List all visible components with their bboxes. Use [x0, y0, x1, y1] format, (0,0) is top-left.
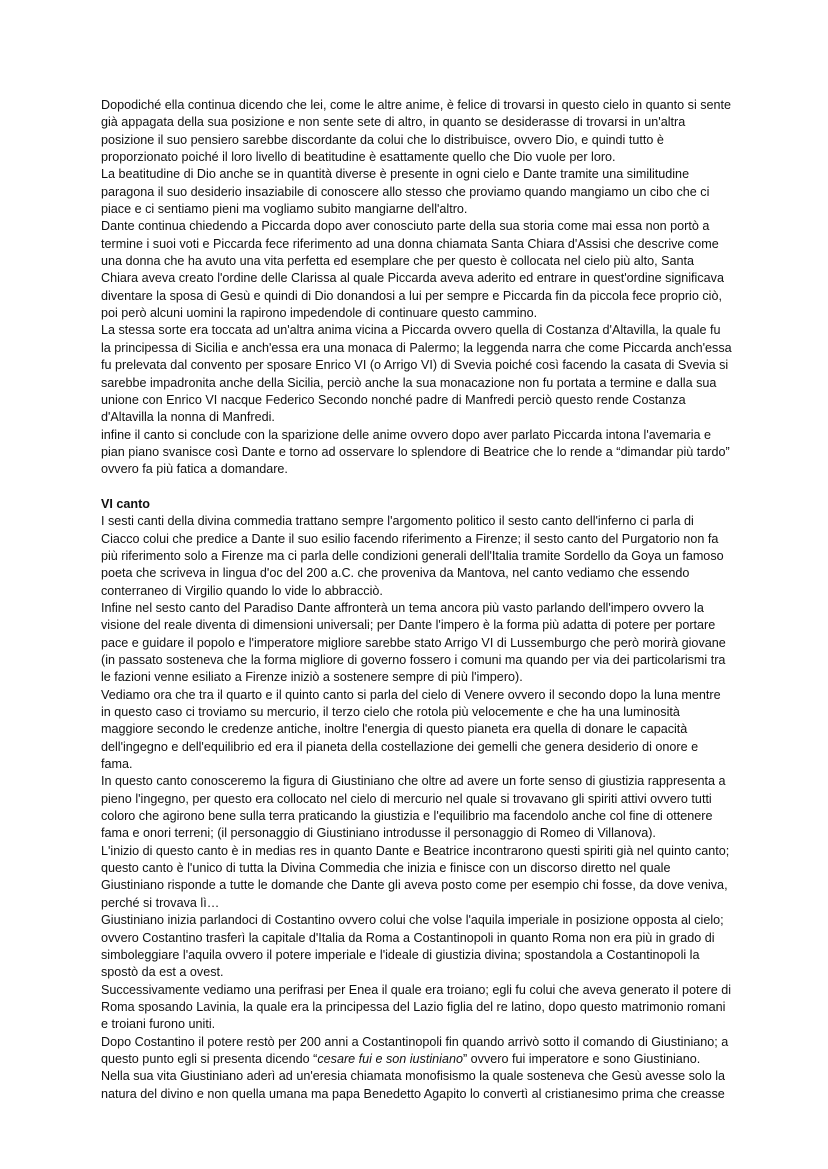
- text-line: coloro che agirono bene sulla terra praticando la giustizia e l'equilibrio ma facendolo anche col fine di ottenere: [101, 809, 713, 824]
- text-line: Dante continua chiedendo a Piccarda dopo aver conosciuto parte della sua storia come mai essa non portò a: [101, 219, 710, 234]
- document-body: [101, 97, 731, 1103]
- paragraph-gap: [101, 479, 731, 496]
- text-line: unione con Enrico VI nacque Federico Secondo nonché padre di Manfredi perciò questo rende Costanza: [101, 392, 686, 407]
- text-line: e troiani furono uniti.: [101, 1017, 216, 1032]
- text-line: Infine nel sesto canto del Paradiso Dante affronterà un tema ancora più vasto parlando dell'impero ovvero la: [101, 600, 704, 615]
- text-line: In questo canto conosceremo la figura di Giustiniano che oltre ad avere un forte senso di giustizia rappresenta a: [101, 774, 726, 789]
- text-line: la principessa di Sicilia e anch'essa era una monaca di Palermo; la leggenda narra che come Piccarda anch'essa: [101, 340, 732, 355]
- text-line: ovvero Costantino trasferì la capitale d'Italia da Roma a Costantinopoli in quanto Roma non era più in grado di: [101, 930, 715, 945]
- text-line: ovvero fa più fatica a domandare.: [101, 462, 288, 477]
- text-line: una donna che ha avuto una vita perfetta ed esemplare che per questo è collocata nel cielo più alto, Santa: [101, 254, 695, 269]
- text-line: poeta che scriveva in lingua d'oc del 200 a.C. che proveniva da Mantova, nel canto vediamo che essendo: [101, 566, 690, 581]
- quote-line-before: questo punto egli si presenta dicendo “: [101, 1051, 318, 1066]
- text-line: La beatitudine di Dio anche se in quantità diverse è presente in ogni cielo e Dante tramite una similitudine: [101, 167, 690, 182]
- text-line: fama e onori terreni; (il personaggio di Giustiniano introdusse il personaggio di Romeo di Villanova).: [101, 826, 656, 841]
- quote-line-after: ” ovvero fui imperatore e sono Giustiniano.: [462, 1051, 701, 1066]
- intro-section: [101, 97, 731, 479]
- text-line: Successivamente vediamo una perifrasi per Enea il quale era troiano; egli fu colui che aveva generato il potere di: [101, 982, 732, 997]
- text-line: conterraneo di Virgilio quando lo vide lo abbracciò.: [101, 583, 383, 598]
- text-line: già appagata della sua posizione e non sente sete di altro, in quanto se desiderasse di trovarsi in un'altra: [101, 115, 686, 130]
- text-line: in questo caso ci troviamo su mercurio, il terzo cielo che rotola più velocemente e che ha una luminosità: [101, 705, 680, 720]
- text-line: diventare la sposa di Gesù e quindi di Dio donandosi a lui per sempre e Piccarda fin da piccola fece proprio ciò,: [101, 288, 722, 303]
- text-line: Giustiniano risponde a tutte le domande che Dante gli aveva posto come per esempio chi fosse, da dove veniva,: [101, 878, 728, 893]
- text-line: Nella sua vita Giustiniano aderì ad un'eresia chiamata monofisismo la quale sosteneva che Gesù avesse solo la: [101, 1069, 726, 1084]
- text-line: pieno l'ingegno, per questo era collocato nel cielo di mercurio nel quale si trovavano gli spiriti attivi ovvero tutti: [101, 791, 712, 806]
- text-line: poi però alcuni uomini la rapirono impedendole di continuare questo cammino.: [101, 306, 538, 321]
- text-line: Giustiniano inizia parlandoci di Costantino ovvero colui che volse l'aquila imperiale in posizione opposta al cielo;: [101, 913, 724, 928]
- quote-line: [101, 1051, 731, 1068]
- text-line: spostò da est a ovest.: [101, 965, 224, 980]
- text-line: Roma sposando Lavinia, la quale era la principessa del Lazio figlia del re latino, dopo questo matrimonio romani: [101, 999, 726, 1014]
- text-line: le fazioni venne esiliato a Firenze iniziò a sostenere sempre di più l'impero).: [101, 670, 523, 685]
- text-line: posizione il suo pensiero sarebbe discordante da colui che lo distribuisce, ovvero Dio, e quindi tutto è: [101, 132, 664, 147]
- text-line: simboleggiare l'aquila ovvero il potere imperiale e l'ideale di giustizia divina; spostandola a Costantinopoli la: [101, 947, 700, 962]
- latin-quote: cesare fui e son iustiniano: [317, 1051, 463, 1066]
- text-line: proporzionato poiché il loro livello di beatitudine è esattamente quello che Dio vuole per loro.: [101, 150, 616, 165]
- text-line: d'Altavilla la nonna di Manfredi.: [101, 410, 275, 425]
- canto-vi-continuation: [101, 1068, 731, 1103]
- text-line: termine i suoi voti e Piccarda fece riferimento ad una donna chiamata Santa Chiara d'Assisi che descrive come: [101, 236, 719, 251]
- text-line: maggiore secondo le credenze antiche, inoltre l'energia di questo pianeta era quella di donare le capacità: [101, 722, 688, 737]
- text-line: dell'ingegno e dell'equilibrio ed era il pianeta della costellazione dei gemelli che genera desiderio di onore e: [101, 739, 699, 754]
- text-line: paragona il suo desiderio insaziabile di conoscere allo stesso che proviamo quando mangiamo un cibo che ci: [101, 184, 710, 199]
- text-line: Dopo Costantino il potere restò per 200 anni a Costantinopoli fin quando arrivò sotto il comando di Giustiniano; a: [101, 1034, 729, 1049]
- text-line: pace e guidare il popolo e l'imperatore migliore sarebbe stato Arrigo VI di Lussemburgo che però morirà giovane: [101, 635, 726, 650]
- text-line: Vediamo ora che tra il quarto e il quinto canto si parla del cielo di Venere ovvero il secondo dopo la luna mentre: [101, 687, 721, 702]
- text-line: più riferimento solo a Firenze ma ci parla delle condizioni generali dell'Italia tramite Sordello da Goya un famoso: [101, 548, 724, 563]
- text-line: fama.: [101, 757, 133, 772]
- text-line: I sesti canti della divina commedia trattano sempre l'argomento politico il sesto canto dell'inferno ci parla di: [101, 514, 694, 529]
- text-line: natura del divino e non quella umana ma papa Benedetto Agapito lo convertì al cristianesimo prima che creasse: [101, 1086, 725, 1101]
- text-line: Chiara aveva creato l'ordine delle Clarissa al quale Piccarda aveva aderito ed entrare in quest'ordine significava: [101, 271, 724, 286]
- text-line: perché si trovava lì…: [101, 895, 220, 910]
- text-line: visione del reale diventa di dimensioni universali; per Dante l'impero è la forma più adatta di potere per portare: [101, 618, 716, 633]
- text-line: infine il canto si conclude con la sparizione delle anime ovvero dopo aver parlato Piccarda intona l'avemaria e: [101, 427, 712, 442]
- text-line: Dopodiché ella continua dicendo che lei, come le altre anime, è felice di trovarsi in questo cielo in quanto si sente: [101, 98, 732, 112]
- section-heading: VI canto: [101, 496, 150, 511]
- text-line: piace e ci sentiamo pieni ma vogliamo subito mangiarne dell'altro.: [101, 202, 468, 217]
- text-line: fu prelevata dal convento per sposare Enrico VI (o Arrigo VI) di Svevia poiché così facendo la casata di Svevia si: [101, 358, 729, 373]
- text-line: pian piano svanisce così Dante e torno ad osservare lo splendore di Beatrice che lo rende a “dimandar più tardo”: [101, 444, 730, 459]
- text-line: (in passato sosteneva che la forma migliore di governo fossero i comuni ma quando per via dei particolarismi tra: [101, 653, 726, 667]
- text-line: Ciacco colui che predice a Dante il suo esilio facendo riferimento a Firenze; il sesto canto del Purgatorio non fa: [101, 531, 719, 546]
- text-line: questo canto è l'unico di tutta la Divina Commedia che inizia e finisce con un discorso diretto nel quale: [101, 861, 671, 876]
- text-line: sarebbe impadronita anche della Sicilia, perciò anche la sua monacazione non fu portata a termine e dalla sua: [101, 375, 717, 390]
- canto-vi-section: [101, 513, 731, 1051]
- text-line: La stessa sorte era toccata ad un'altra anima vicina a Piccarda ovvero quella di Costanza d'Altavilla, la quale fu: [101, 323, 721, 338]
- text-line: L'inizio di questo canto è in medias res in quanto Dante e Beatrice incontrarono questi spiriti già nel quinto canto;: [101, 843, 730, 858]
